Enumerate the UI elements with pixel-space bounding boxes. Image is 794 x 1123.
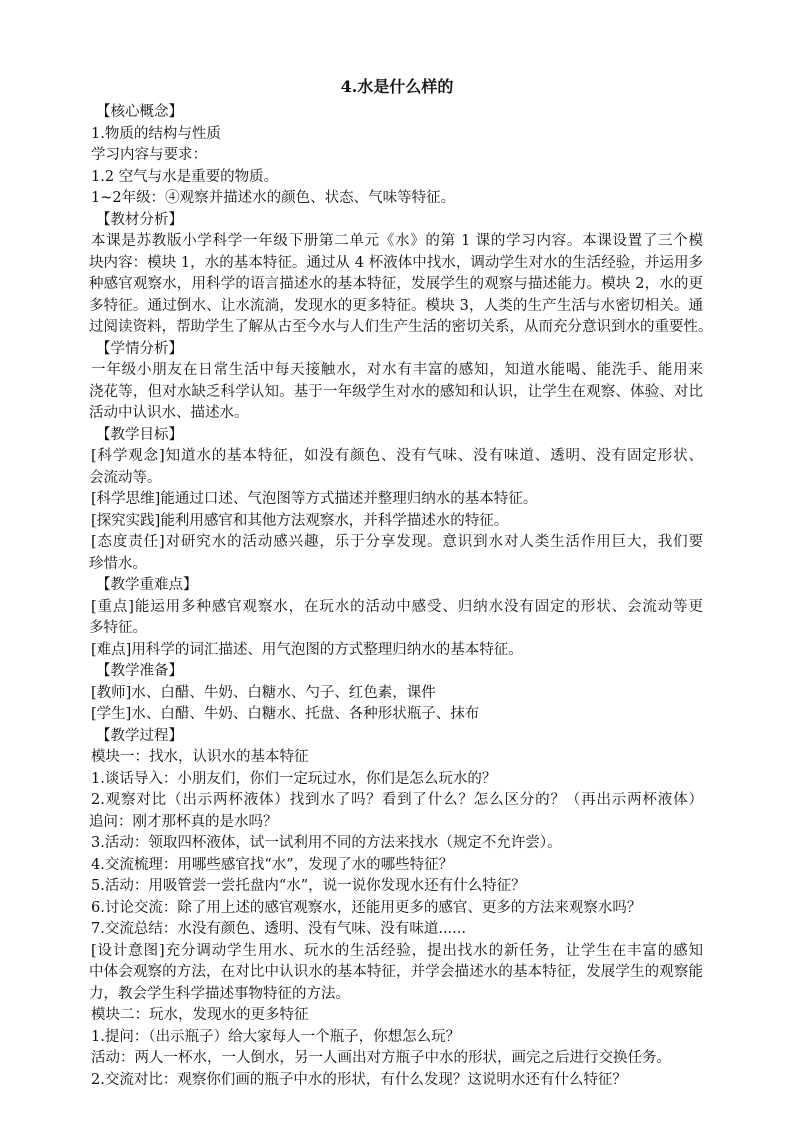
- document-title: 4.水是什么样的: [340, 77, 454, 96]
- section-heading: 【教学重难点】: [96, 577, 198, 593]
- section-heading: 【教材分析】: [96, 211, 183, 228]
- section-heading: 【核心概念】: [96, 104, 183, 120]
- body-line: [态度责任]对研究水的活动感兴趣，乐于分享发现。意识到水对人类生活作用巨大，我们要: [91, 534, 703, 550]
- document-body: [89, 102, 713, 1091]
- section-heading: 【教学过程】: [96, 727, 183, 744]
- body-line: [设计意图]充分调动学生用水、玩水的生活经验，提出找水的新任务，让学生在丰富的感知: [91, 942, 703, 959]
- body-line: 6.讨论交流：除了用上述的感官观察水，还能用更多的感官、更多的方法来观察水吗？: [91, 899, 642, 916]
- body-line: 活动中认识水、描述水。: [89, 405, 249, 421]
- body-line: 2.观察对比（出示两杯液体）找到水了吗？看到了什么？怎么区分的？（再出示两杯液体）: [91, 792, 703, 808]
- body-line: 2.交流对比：观察你们画的瓶子中水的形状，有什么发现？这说明水还有什么特征？: [91, 1071, 627, 1088]
- body-line: 3.活动：领取四杯液体，试一试利用不同的方法来找水（规定不允许尝）。: [91, 835, 562, 851]
- body-line: 5.活动：用吸管尝一尝托盘内“水”，说一说你发现水还有什么特征？: [91, 878, 526, 894]
- body-line: 一年级小朋友在日常生活中每天接触水，对水有丰富的感知，知道水能喝、能洗手、能用来: [91, 362, 703, 378]
- body-line: 多特征。: [89, 620, 147, 636]
- body-line: [探究实践]能利用感官和其他方法观察水，并科学描述水的特征。: [91, 512, 509, 529]
- body-line: [重点]能运用多种感官观察水，在玩水的活动中感受、归纳水没有固定的形状、会流动等更: [91, 598, 703, 615]
- body-line: [难点]用科学的词汇描述、用气泡图的方式整理归纳水的基本特征。: [91, 641, 523, 658]
- body-line: 7.交流总结：水没有颜色、透明、没有气味、没有味道......: [91, 921, 466, 937]
- body-line: [科学思维]能通过口述、气泡图等方式描述并整理归纳水的基本特征。: [91, 491, 538, 507]
- body-line: 多特征。通过倒水、让水流淌，发现水的更多特征。模块 3，人类的生产生活与水密切相关。通: [89, 297, 703, 314]
- body-line: 种感官观察水，用科学的语言描述水的基本特征，发展学生的观察与描述能力。模块 2，水的更: [89, 276, 703, 292]
- section-heading: 【教学目标】: [96, 426, 183, 443]
- body-line: 会流动等。: [89, 469, 162, 486]
- body-line: [教师]水、白醋、牛奶、白糖水、勺子、红色素，课件: [91, 684, 436, 701]
- body-line: 1.谈话导入：小朋友们，你们一定玩过水，你们是怎么玩水的？: [91, 770, 497, 787]
- body-line: 珍惜水。: [89, 555, 147, 572]
- body-line: 1.2 空气与水是重要的物质。: [91, 168, 279, 185]
- body-line: 1.提问：（出示瓶子）给大家每人一个瓶子，你想怎么玩？: [91, 1028, 461, 1045]
- body-line: 4.交流梳理：用哪些感官找“水”，发现了水的哪些特征？: [91, 856, 454, 873]
- body-line: 活动：两人一杯水，一人倒水，另一人画出对方瓶子中水的形状，画完之后进行交换任务。: [91, 1050, 671, 1066]
- section-heading: 【教学准备】: [96, 663, 183, 679]
- body-line: 过阅读资料，帮助学生了解从古至今水与人们生产生活的密切关系，从而充分意识到水的重要性。: [89, 319, 713, 335]
- body-line: 浇花等，但对水缺乏科学认知。基于一年级学生对水的感知和认识，让学生在观察、体验、对比: [89, 383, 703, 400]
- body-line: 学习内容与要求：: [91, 147, 207, 163]
- body-line: 模块一：找水，认识水的基本特征: [91, 749, 309, 765]
- body-line: [学生]水、白醋、牛奶、白糖水、托盘、各种形状瓶子、抹布: [91, 706, 480, 722]
- body-line: 本课是苏教版小学科学一年级下册第二单元《水》的第 1 课的学习内容。本课设置了三个模: [91, 233, 703, 249]
- body-line: 1~2年级：④观察并描述水的颜色、状态、气味等特征。: [91, 190, 456, 206]
- body-line: 块内容：模块 1，水的基本特征。通过从 4 杯液体中找水，调动学生对水的生活经验，并运用多: [89, 254, 703, 271]
- body-line: 1.物质的结构与性质: [91, 125, 221, 142]
- body-line: 追问：刚才那杯真的是水吗？: [89, 813, 278, 830]
- body-line: 模块二：玩水，发现水的更多特征: [91, 1007, 309, 1023]
- body-line: [科学观念]知道水的基本特征，如没有颜色、没有气味、没有味道、透明、没有固定形状、: [91, 448, 703, 464]
- body-line: 中体会观察的方法，在对比中认识水的基本特征，并学会描述水的基本特征，发展学生的观察能: [89, 964, 703, 980]
- section-heading: 【学情分析】: [96, 340, 183, 357]
- body-line: 力，教会学生科学描述事物特征的方法。: [89, 985, 350, 1002]
